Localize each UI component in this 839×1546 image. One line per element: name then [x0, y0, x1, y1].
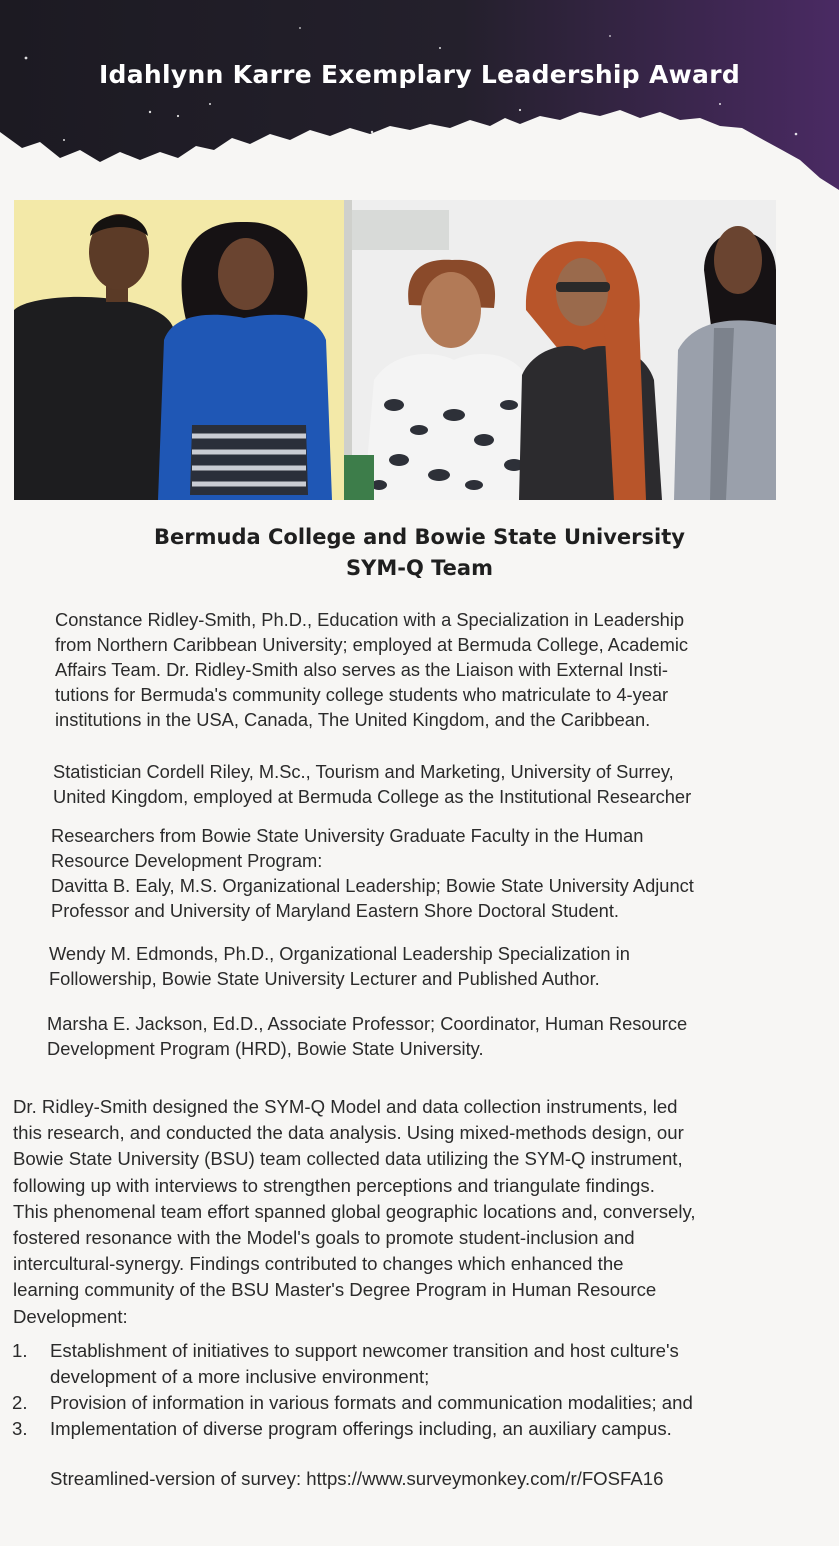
- text-line: following up with interviews to strengthen perceptions and triangulate findings.: [13, 1174, 655, 1196]
- text-line: Dr. Ridley-Smith designed the SYM-Q Model and data collection instruments, led: [13, 1096, 678, 1117]
- text-line: Development:: [13, 1305, 128, 1327]
- award-banner: [0, 0, 839, 200]
- text-line: Bowie State University (BSU) team collected data utilizing the SYM-Q instrument,: [13, 1148, 683, 1170]
- text-line: Davitta B. Ealy, M.S. Organizational Leadership; Bowie State University Adjunct: [51, 875, 694, 896]
- text-line: Followership, Bowie State University Lecturer and Published Author.: [49, 968, 600, 989]
- text-line: fostered resonance with the Model's goals to promote student-inclusion and: [13, 1227, 635, 1249]
- text-line: Constance Ridley-Smith, Ph.D., Education with a Specialization in Leadership: [55, 609, 685, 630]
- text-line: This phenomenal team effort spanned global geographic locations and, conversely,: [13, 1200, 696, 1222]
- text-line: development of a more inclusive environment;: [50, 1366, 430, 1387]
- list-item: [12, 1390, 832, 1416]
- list-item: [12, 1416, 832, 1442]
- list-number: 2.: [12, 1392, 28, 1413]
- survey-link-text: Streamlined-version of survey: https://www.surveymonkey.com/r/FOSFA16: [50, 1468, 664, 1489]
- text-line: Resource Development Program:: [51, 850, 323, 871]
- text-line: tutions for Bermuda's community college students who matriculate to 4-year: [55, 684, 669, 705]
- text-line: intercultural-synergy. Findings contributed to changes which enhanced the: [13, 1253, 624, 1275]
- member-riley: [53, 759, 833, 809]
- text-line: Establishment of initiatives to support newcomer transition and host culture's: [50, 1340, 679, 1361]
- heading-institutions: Bermuda College and Bowie State University: [154, 525, 685, 549]
- text-line: Wendy M. Edmonds, Ph.D., Organizational Leadership Specialization in: [49, 943, 630, 964]
- team-photo: [14, 200, 776, 500]
- member-jackson: [47, 1011, 837, 1061]
- text-line: institutions in the USA, Canada, The United Kingdom, and the Caribbean.: [55, 709, 651, 730]
- text-line: Development Program (HRD), Bowie State University.: [47, 1038, 484, 1059]
- award-title: Idahlynn Karre Exemplary Leadership Award: [98, 60, 741, 89]
- text-line: Researchers from Bowie State University Graduate Faculty in the Human: [51, 825, 644, 846]
- text-line: Implementation of diverse program offerings including, an auxiliary campus.: [50, 1418, 672, 1439]
- text-line: this research, and conducted the data analysis. Using mixed-methods design, our: [13, 1122, 684, 1144]
- findings-list: [12, 1338, 832, 1442]
- text-line: Marsha E. Jackson, Ed.D., Associate Professor; Coordinator, Human Resource: [47, 1013, 688, 1034]
- team-heading: [0, 522, 839, 584]
- list-number: 3.: [12, 1418, 28, 1439]
- list-item: [12, 1338, 832, 1390]
- text-line: Affairs Team. Dr. Ridley-Smith also serves as the Liaison with External Insti-: [55, 659, 669, 680]
- member-ealy: [51, 823, 831, 923]
- text-line: Statistician Cordell Riley, M.Sc., Tourism and Marketing, University of Surrey,: [53, 761, 674, 782]
- heading-team-name: SYM-Q Team: [346, 556, 493, 580]
- text-line: Professor and University of Maryland Eastern Shore Doctoral Student.: [51, 900, 620, 921]
- group-photo-icon: [14, 200, 776, 500]
- member-ridley-smith: [55, 607, 825, 732]
- text-line: United Kingdom, employed at Bermuda College as the Institutional Researcher: [53, 786, 692, 807]
- text-line: learning community of the BSU Master's Degree Program in Human Resource: [13, 1279, 657, 1301]
- research-summary: [13, 1094, 833, 1330]
- text-line: from Northern Caribbean University; employed at Bermuda College, Academic: [55, 634, 689, 655]
- banner-background: [0, 0, 839, 200]
- text-line: Provision of information in various formats and communication modalities; and: [50, 1392, 693, 1413]
- list-number: 1.: [12, 1340, 28, 1361]
- member-edmonds: [49, 941, 829, 991]
